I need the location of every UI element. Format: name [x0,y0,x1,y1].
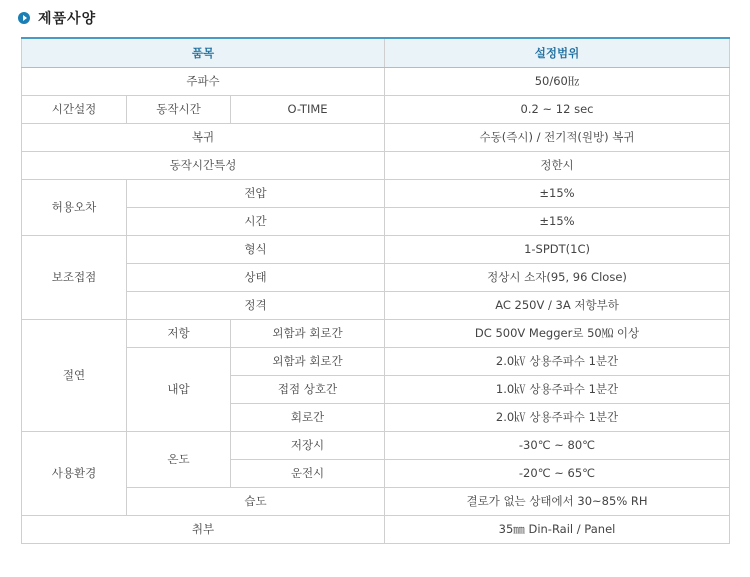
table-row [22,487,730,515]
tolerance-voltage-label: 전압 [127,179,385,207]
table-row [22,263,730,291]
page-title: 제품사양 [38,11,97,27]
aux-type-value: 1-SPDT(1C) [385,235,730,263]
aux-state-value: 정상시 소자(95, 96 Close) [385,263,730,291]
mounting-label: 취부 [22,515,385,543]
time-char-value: 정한시 [385,151,730,179]
insulation-label: 절연 [22,319,127,431]
insulation-resistance-value: DC 500V Megger로 50㏁ 이상 [385,319,730,347]
spec-table [21,37,730,544]
table-row [22,151,730,179]
table-header-row [22,38,730,67]
table-row [22,319,730,347]
storage-value: -30℃ ~ 80℃ [385,431,730,459]
tolerance-time-value: ±15% [385,207,730,235]
operating-label: 운전시 [231,459,385,487]
storage-label: 저장시 [231,431,385,459]
frequency-label: 주파수 [22,67,385,95]
table-row [22,123,730,151]
reset-label: 복귀 [22,123,385,151]
table-row [22,67,730,95]
insulation-resistance-sub: 외함과 회로간 [231,319,385,347]
humidity-value: 결로가 없는 상태에서 30~85% RH [385,487,730,515]
table-row [22,347,730,375]
header-range: 설정범위 [385,38,730,67]
tolerance-label: 허용오차 [22,179,127,235]
mounting-value: 35㎜ Din-Rail / Panel [385,515,730,543]
temperature-label: 온도 [127,431,231,487]
table-row [22,291,730,319]
frequency-value: 50/60㎐ [385,67,730,95]
withstand-case-value: 2.0㎸ 상용주파수 1분간 [385,347,730,375]
header-item: 품목 [22,38,385,67]
time-char-label: 동작시간특성 [22,151,385,179]
environment-label: 사용환경 [22,431,127,515]
withstand-contact-value: 1.0㎸ 상용주파수 1분간 [385,375,730,403]
aux-rating-value: AC 250V / 3A 저항부하 [385,291,730,319]
withstand-contact-label: 접점 상호간 [231,375,385,403]
operating-value: -20℃ ~ 65℃ [385,459,730,487]
time-setting-label: 시간설정 [22,95,127,123]
time-setting-sub: 동작시간 [127,95,231,123]
reset-value: 수동(즉시) / 전기적(원방) 복귀 [385,123,730,151]
table-row [22,235,730,263]
table-row [22,431,730,459]
table-row [22,179,730,207]
table-row [22,207,730,235]
table-row [22,515,730,543]
withstand-case-label: 외함과 회로간 [231,347,385,375]
time-setting-detail: O-TIME [231,95,385,123]
time-setting-value: 0.2 ~ 12 sec [385,95,730,123]
aux-contact-label: 보조접점 [22,235,127,319]
tolerance-voltage-value: ±15% [385,179,730,207]
humidity-label: 습도 [127,487,385,515]
tolerance-time-label: 시간 [127,207,385,235]
withstand-circuit-value: 2.0㎸ 상용주파수 1분간 [385,403,730,431]
bullet-arrow-icon [18,12,30,24]
withstand-circuit-label: 회로간 [231,403,385,431]
withstand-label: 내압 [127,347,231,431]
table-row [22,95,730,123]
page-header [18,8,96,28]
aux-rating-label: 정격 [127,291,385,319]
aux-type-label: 형식 [127,235,385,263]
aux-state-label: 상태 [127,263,385,291]
insulation-resistance-label: 저항 [127,319,231,347]
